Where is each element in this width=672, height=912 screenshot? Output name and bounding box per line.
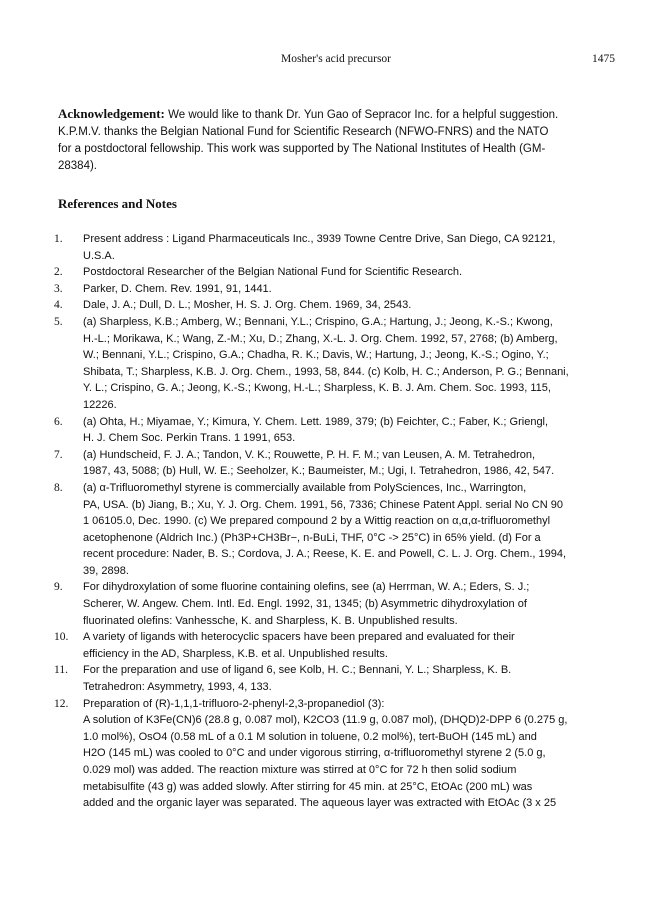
reference-text-line: PA, USA. (b) Jiang, B.; Xu, Y. J. Org. Chem. 1991, 56, 7336; Chinese Patent Appl. serial No CN 90 [83,498,563,511]
reference-number: 12. [54,697,69,710]
reference-text-line: acetophenone (Aldrich Inc.) (Ph3P+CH3Br−, n-BuLi, THF, 0°C -> 25°C) in 65% yield. (d) For a [83,531,541,544]
reference-text-line: A solution of K3Fe(CN)6 (28.8 g, 0.087 mol), K2CO3 (11.9 g, 0.087 mol), (DHQD)2-DPP 6 (0.275 g, [83,714,568,727]
reference-item [36,579,614,629]
reference-text-line: H.-L.; Morikawa, K.; Wang, Z.-M.; Xu, D.; Zhang, X.-L. J. Org. Chem. 1992, 57, 2768; (b) Amberg, [83,332,558,345]
reference-text-line: Scherer, W. Angew. Chem. Intl. Ed. Engl. 1992, 31, 1345; (b) Asymmetric dihydroxylation of [83,598,527,611]
reference-text-line: recent procedure: Nader, B. S.; Cordova, J. A.; Reese, K. E. and Powell, C. L. J. Org. Chem., 1994, [83,548,567,561]
reference-text-line: 1.0 mol%), OsO4 (0.58 mL of a 0.1 M solution in toluene, 0.2 mol%), tert-BuOH (145 mL) and [83,730,537,743]
reference-text-line: (a) Ohta, H.; Miyamae, Y.; Kimura, Y. Chem. Lett. 1989, 379; (b) Feichter, C.; Faber, K.; Griengl, [83,415,549,428]
reference-text-line: 1 06105.0, Dec. 1990. (c) We prepared compound 2 by a Wittig reaction on α,α,α-trifluoromethyl [83,515,551,528]
reference-number: 2. [54,266,63,279]
acknowledgement-label: Acknowledgement: [58,106,165,121]
references-heading: References and Notes [58,196,177,211]
reference-item [36,696,614,812]
page-header [0,53,672,69]
reference-text-line: H. J. Chem Soc. Perkin Trans. 1 1991, 653. [83,432,296,445]
acknowledgement-line: 28384). [58,160,98,172]
reference-item [36,281,614,298]
reference-text-line: A variety of ligands with heterocyclic spacers have been prepared and evaluated for their [83,631,515,644]
reference-number: 7. [54,448,63,461]
reference-text-line: (a) Hundscheid, F. J. A.; Tandon, V. K.; Rouwette, P. H. F. M.; van Leusen, A. M. Tetrahedron, [83,448,536,461]
reference-number: 8. [54,481,63,494]
reference-text-line: Dale, J. A.; Dull, D. L.; Mosher, H. S. J. Org. Chem. 1969, 34, 2543. [83,299,412,312]
acknowledgement-line: Acknowledgement: We would like to thank Dr. Yun Gao of Sepracor Inc. for a helpful suggestion. [58,106,559,121]
reference-number: 9. [54,581,63,594]
reference-text-line: Preparation of (R)-1,1,1-trifluoro-2-phenyl-2,3-propanediol (3): [83,697,385,710]
reference-item [36,662,614,695]
acknowledgement-line: for a postdoctoral fellowship. This work was supported by The National Institutes of Health (GM- [58,143,546,155]
page-number: 1475 [592,53,615,65]
reference-text-line: H2O (145 mL) was cooled to 0°C and under vigorous stirring, α-trifluoromethyl styrene 2 (5.0 g, [83,747,546,760]
reference-text-line: added and the organic layer was separated. The aqueous layer was extracted with EtOAc (3 x 25 [83,797,557,810]
reference-item [36,414,614,447]
reference-item [36,447,614,480]
reference-text-line: Y. L.; Crispino, G. A.; Jeong, K.-S.; Kwong, H.-L.; Sharpless, K. B. J. Am. Chem. Soc. 1993, 115, [83,382,551,395]
reference-text-line: For the preparation and use of ligand 6, see Kolb, H. C.; Bennani, Y. L.; Sharpless, K. B. [83,664,512,677]
acknowledgement-paragraph [58,105,614,175]
reference-text-line: Postdoctoral Researcher of the Belgian National Fund for Scientific Research. [83,266,463,279]
references-list [36,231,614,812]
reference-text-line: Tetrahedron: Asymmetry, 1993, 4, 133. [83,681,272,694]
reference-text-line: metabisulfite (43 g) was added slowly. After stirring for 45 min. at 25°C, EtOAc (200 mL) was [83,780,533,793]
reference-text-line: For dihydroxylation of some fluorine containing olefins, see (a) Herrman, W. A.; Eders, S. J.; [83,581,530,594]
reference-number: 4. [54,299,63,312]
reference-number: 3. [54,282,63,295]
reference-text-line: (a) α-Trifluoromethyl styrene is commercially available from PolySciences, Inc., Warrington, [83,481,527,494]
running-title: Mosher's acid precursor [280,53,391,65]
reference-text-line: W.; Bennani, Y.L.; Crispino, G.A.; Chadha, R. K.; Davis, W.; Hartung, J.; Jeong, K.-S.; Ogino, Y.; [83,349,549,362]
reference-text-line: U.S.A. [83,249,115,262]
reference-text-line: efficiency in the AD, Sharpless, K.B. et al. Unpublished results. [83,647,388,660]
reference-number: 5. [54,315,63,328]
reference-number: 1. [54,233,63,245]
reference-number: 6. [54,415,63,428]
reference-text-line: 1987, 43, 5088; (b) Hull, W. E.; Seeholzer, K.; Baumeister, M.; Ugi, I. Tetrahedron, 1986, 42, 547. [83,465,555,478]
reference-item [36,314,614,414]
reference-text-line: Present address : Ligand Pharmaceuticals Inc., 3939 Towne Centre Drive, San Diego, CA 92121, [83,233,556,245]
reference-text-line: 39, 2898. [83,564,129,577]
reference-item [36,264,614,281]
reference-item [36,480,614,580]
reference-text-line: Shibata, T.; Sharpless, K.B. J. Org. Chem., 1993, 58, 844. (c) Kolb, H. C.; Anderson, P. G.; Bennani, [83,365,569,378]
reference-text-line: fluorinated olefins: Vanhessche, K. and Sharpless, K. B. Unpublished results. [83,614,458,627]
reference-text-line: (a) Sharpless, K.B.; Amberg, W.; Bennani, Y.L.; Crispino, G.A.; Hartung, J.; Jeong, K.-S.; Kwong, [83,315,553,328]
acknowledgement-line: K.P.M.V. thanks the Belgian National Fund for Scientific Research (NFWO-FNRS) and the NATO [58,126,549,138]
reference-text-line: Parker, D. Chem. Rev. 1991, 91, 1441. [83,282,272,295]
reference-item [36,629,614,662]
reference-text-line: 0.029 mol) was added. The reaction mixture was stirred at 0°C for 72 h then solid sodium [83,764,517,776]
reference-item [36,297,614,314]
reference-number: 11. [54,664,68,677]
reference-item [36,231,614,264]
reference-number: 10. [54,631,69,644]
reference-text-line: 12226. [83,398,117,411]
